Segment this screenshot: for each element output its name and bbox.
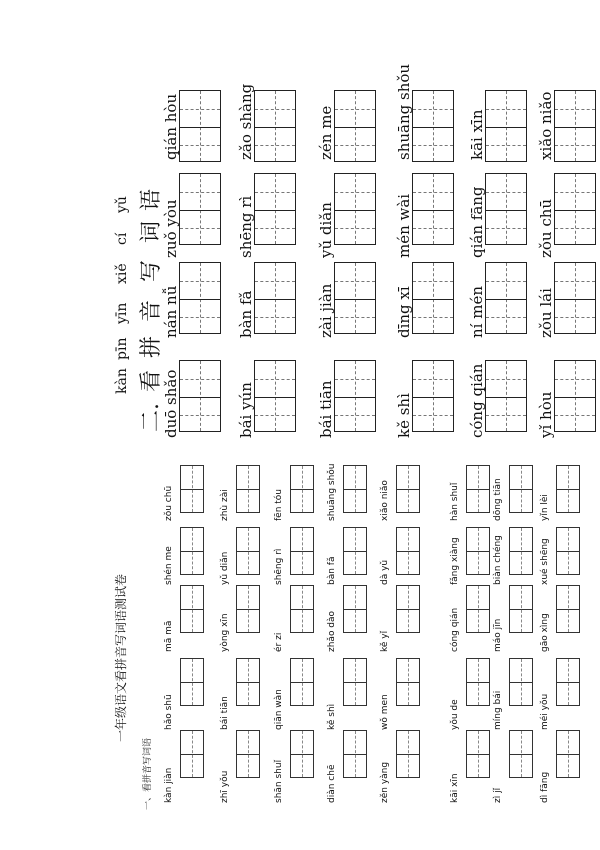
answer-box[interactable] bbox=[343, 730, 367, 778]
answer-box[interactable] bbox=[343, 465, 367, 513]
heading-pinyin: yǔ bbox=[114, 196, 130, 213]
answer-box[interactable] bbox=[180, 465, 204, 513]
answer-box[interactable] bbox=[254, 90, 296, 162]
pinyin-label: shén me bbox=[164, 546, 174, 585]
pinyin-label: xiǎo niǎo bbox=[537, 91, 555, 160]
answer-box[interactable] bbox=[343, 585, 367, 633]
answer-box[interactable] bbox=[179, 173, 221, 245]
answer-box[interactable] bbox=[290, 465, 314, 513]
answer-box[interactable] bbox=[466, 527, 490, 575]
pinyin-label: yǔ diǎn bbox=[317, 202, 335, 258]
answer-box[interactable] bbox=[466, 585, 490, 633]
answer-box[interactable] bbox=[556, 730, 580, 778]
answer-box[interactable] bbox=[396, 465, 420, 513]
pinyin-label: zì jǐ bbox=[493, 787, 503, 803]
answer-box[interactable] bbox=[343, 527, 367, 575]
pinyin-label: dīng xī bbox=[395, 286, 413, 338]
pinyin-label: yǒu de bbox=[450, 699, 460, 730]
pinyin-label: kàn jiàn bbox=[164, 767, 174, 803]
answer-box[interactable] bbox=[254, 173, 296, 245]
answer-box[interactable] bbox=[509, 658, 533, 706]
heading-pinyin: kàn bbox=[114, 368, 130, 394]
answer-box[interactable] bbox=[554, 262, 596, 334]
pinyin-label: gāo xìng bbox=[540, 613, 550, 652]
pinyin-label: nán nǚ bbox=[162, 285, 180, 338]
heading-pinyin: pīn bbox=[114, 337, 130, 360]
pinyin-label: dì fāng bbox=[540, 771, 550, 803]
pinyin-label: zǒu chū bbox=[164, 485, 174, 521]
answer-box[interactable] bbox=[180, 730, 204, 778]
pinyin-label: yǐ hòu bbox=[537, 391, 555, 438]
pinyin-label: zhī yǒu bbox=[220, 770, 230, 803]
pinyin-label: yòng xīn bbox=[220, 613, 230, 652]
answer-box[interactable] bbox=[236, 527, 260, 575]
pinyin-label: méi yǒu bbox=[540, 693, 550, 730]
pinyin-label: kāi xīn bbox=[450, 773, 460, 803]
section-number: 二. bbox=[139, 403, 164, 432]
pinyin-label: zǒu lái bbox=[537, 288, 555, 338]
answer-box[interactable] bbox=[554, 90, 596, 162]
pinyin-label: ní mén bbox=[468, 286, 486, 338]
answer-box[interactable] bbox=[290, 658, 314, 706]
pinyin-label: dà yǔ bbox=[380, 559, 390, 585]
answer-box[interactable] bbox=[485, 262, 527, 334]
answer-box[interactable] bbox=[179, 262, 221, 334]
heading-char: 语 bbox=[139, 188, 164, 211]
answer-box[interactable] bbox=[236, 465, 260, 513]
answer-box[interactable] bbox=[180, 585, 204, 633]
answer-box[interactable] bbox=[485, 90, 527, 162]
pinyin-label: bái tiān bbox=[317, 380, 335, 438]
heading-pinyin: yīn bbox=[114, 302, 130, 324]
answer-box[interactable] bbox=[556, 658, 580, 706]
pinyin-label: kāi xīn bbox=[468, 109, 486, 160]
answer-box[interactable] bbox=[236, 730, 260, 778]
answer-box[interactable] bbox=[485, 173, 527, 245]
answer-box[interactable] bbox=[556, 527, 580, 575]
answer-box[interactable] bbox=[236, 658, 260, 706]
heading-char: 词 bbox=[139, 220, 164, 243]
answer-box[interactable] bbox=[334, 360, 376, 432]
pinyin-label: zhù zài bbox=[220, 489, 230, 521]
pinyin-label: hàn shuǐ bbox=[450, 482, 460, 521]
pinyin-label: shēng rì bbox=[274, 548, 284, 585]
pinyin-label: bàn fǎ bbox=[237, 290, 255, 338]
pinyin-label: xiǎo niǎo bbox=[380, 480, 390, 521]
answer-box[interactable] bbox=[396, 585, 420, 633]
pinyin-label: hǎo shū bbox=[164, 694, 174, 730]
pinyin-label: shēng rì bbox=[237, 195, 255, 258]
pinyin-label: bàn fǎ bbox=[327, 556, 337, 585]
answer-box[interactable] bbox=[485, 360, 527, 432]
section-heading: 一、看拼音写词语 bbox=[143, 737, 153, 810]
answer-box[interactable] bbox=[412, 360, 454, 432]
pinyin-label: xué shēng bbox=[540, 538, 550, 585]
answer-box[interactable] bbox=[509, 465, 533, 513]
answer-box[interactable] bbox=[334, 90, 376, 162]
pinyin-label: míng bái bbox=[493, 690, 503, 730]
answer-box[interactable] bbox=[509, 527, 533, 575]
answer-box[interactable] bbox=[179, 360, 221, 432]
heading-char: 拼 bbox=[139, 335, 164, 358]
answer-box[interactable] bbox=[180, 658, 204, 706]
pinyin-label: zhǎo dào bbox=[327, 610, 337, 652]
answer-box[interactable] bbox=[412, 90, 454, 162]
pinyin-label: biàn chéng bbox=[493, 535, 503, 585]
answer-box[interactable] bbox=[554, 360, 596, 432]
heading-char: 写 bbox=[139, 259, 164, 282]
pinyin-label: zǒu chū bbox=[537, 198, 555, 258]
answer-box[interactable] bbox=[179, 90, 221, 162]
answer-box[interactable] bbox=[254, 262, 296, 334]
answer-box[interactable] bbox=[254, 360, 296, 432]
pinyin-label: bái tiān bbox=[220, 696, 230, 730]
answer-box[interactable] bbox=[556, 585, 580, 633]
pinyin-label: shuāng shǒu bbox=[327, 463, 337, 521]
pinyin-label: qián fāng bbox=[468, 186, 486, 258]
pinyin-label: yǔ diǎn bbox=[220, 551, 230, 585]
answer-box[interactable] bbox=[180, 527, 204, 575]
pinyin-label: kě shì bbox=[395, 393, 413, 438]
pinyin-label: kě shì bbox=[327, 703, 337, 730]
pinyin-label: zài jiàn bbox=[317, 283, 335, 338]
pinyin-label: mén wài bbox=[395, 193, 413, 258]
heading-pinyin: xiě bbox=[114, 263, 130, 284]
answer-box[interactable] bbox=[466, 730, 490, 778]
pinyin-label: máo jīn bbox=[493, 618, 503, 652]
heading-char: 音 bbox=[139, 299, 164, 322]
answer-box[interactable] bbox=[396, 730, 420, 778]
pinyin-label: kě yǐ bbox=[380, 630, 390, 652]
pinyin-label: duō shǎo bbox=[162, 369, 180, 438]
heading-char: 看 bbox=[139, 369, 164, 392]
answer-box[interactable] bbox=[509, 585, 533, 633]
answer-box[interactable] bbox=[290, 730, 314, 778]
pinyin-label: zǎo shàng bbox=[237, 83, 255, 160]
answer-box[interactable] bbox=[396, 527, 420, 575]
pinyin-label: shuāng shǒu bbox=[395, 63, 413, 160]
answer-box[interactable] bbox=[554, 173, 596, 245]
pinyin-label: fēn tóu bbox=[274, 488, 284, 521]
pinyin-label: bái yún bbox=[237, 382, 255, 438]
pinyin-label: ér zi bbox=[274, 632, 284, 652]
pinyin-label: zěn yàng bbox=[380, 761, 390, 803]
answer-box[interactable] bbox=[290, 527, 314, 575]
answer-box[interactable] bbox=[412, 262, 454, 334]
pinyin-label: cóng qián bbox=[450, 607, 460, 652]
answer-box[interactable] bbox=[556, 465, 580, 513]
answer-box[interactable] bbox=[396, 658, 420, 706]
pinyin-label: wǒ men bbox=[380, 694, 390, 730]
answer-box[interactable] bbox=[466, 465, 490, 513]
pinyin-label: fǎng xiàng bbox=[450, 537, 460, 585]
answer-box[interactable] bbox=[334, 262, 376, 334]
pinyin-label: cóng qián bbox=[468, 363, 486, 438]
pinyin-label: mā mā bbox=[164, 620, 174, 652]
answer-box[interactable] bbox=[343, 658, 367, 706]
answer-box[interactable] bbox=[509, 730, 533, 778]
answer-box[interactable] bbox=[334, 173, 376, 245]
pinyin-label: shān shuǐ bbox=[274, 759, 284, 803]
answer-box[interactable] bbox=[466, 658, 490, 706]
pinyin-label: yǐn lèi bbox=[540, 494, 550, 521]
answer-box[interactable] bbox=[412, 173, 454, 245]
answer-box[interactable] bbox=[290, 585, 314, 633]
page-title: 一年级语文看拼音写词语测试卷 bbox=[114, 573, 128, 742]
pinyin-label: zén me bbox=[317, 105, 335, 160]
pinyin-label: qián hòu bbox=[162, 93, 180, 160]
pinyin-label: qiān wàn bbox=[274, 689, 284, 730]
answer-box[interactable] bbox=[236, 585, 260, 633]
heading-pinyin: cí bbox=[114, 232, 130, 245]
pinyin-label: dōng tiān bbox=[493, 478, 503, 521]
pinyin-label: zuǒ yòu bbox=[162, 199, 180, 258]
pinyin-label: diàn chē bbox=[327, 764, 337, 803]
